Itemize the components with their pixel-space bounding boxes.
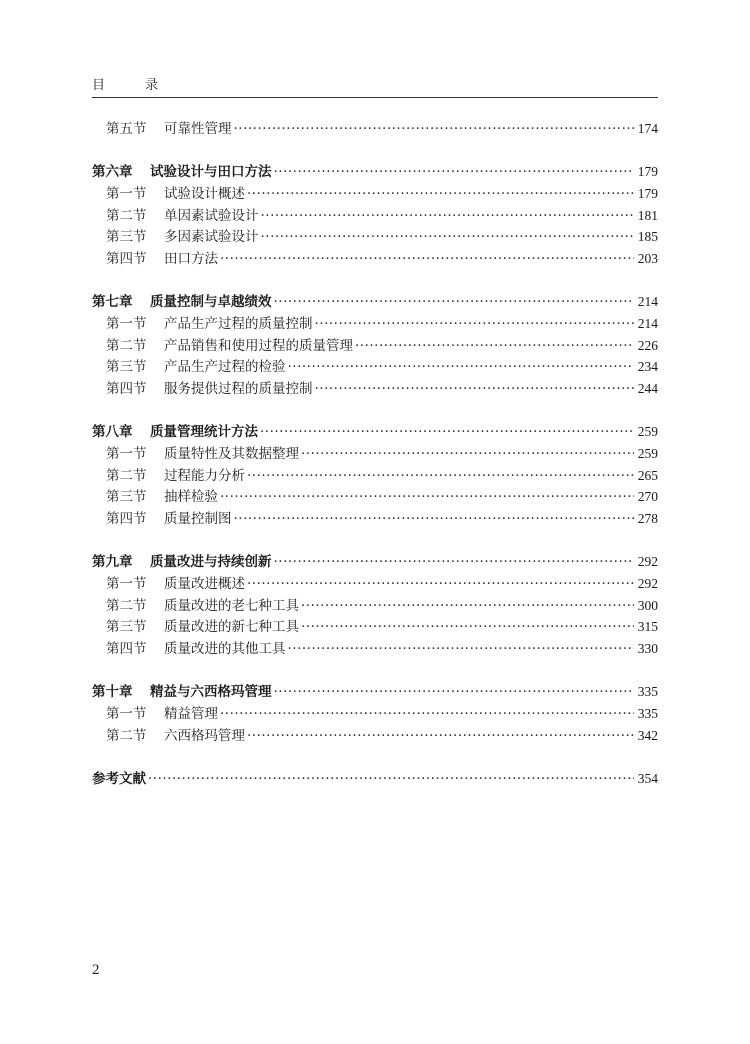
dot-leader (274, 552, 634, 574)
section-title: 可靠性管理 (164, 121, 232, 137)
dot-leader (260, 422, 634, 444)
section-title: 六西格玛管理 (164, 727, 245, 744)
toc-gap (92, 530, 658, 552)
chapter-title: 试验设计与田口方法 (150, 164, 272, 181)
chapter-title: 质量管理统计方法 (150, 424, 258, 441)
toc-page-number: 181 (637, 207, 658, 223)
dot-leader (274, 162, 634, 184)
section-label: 第三节 (106, 619, 147, 636)
dot-leader (274, 292, 634, 314)
chapter-title: 质量改进与持续创新 (150, 554, 272, 571)
toc-chapter-entry[interactable] (92, 161, 658, 183)
toc-page-number: 179 (637, 164, 658, 180)
section-title: 服务提供过程的质量控制 (164, 381, 313, 398)
toc-chapter-entry[interactable] (92, 768, 658, 790)
dot-leader (220, 487, 634, 509)
toc-section-entry[interactable] (92, 443, 658, 465)
section-title: 质量改进的新七种工具 (164, 619, 299, 636)
section-title: 试验设计概述 (164, 185, 245, 202)
dot-leader (301, 596, 634, 618)
toc-section-entry[interactable] (92, 335, 658, 357)
chapter-label: 第八章 (92, 424, 133, 441)
dot-leader (261, 206, 634, 228)
toc-page-number: 315 (637, 619, 658, 635)
toc-page-number: 330 (637, 641, 658, 657)
section-label: 第四节 (106, 511, 147, 528)
section-title: 产品生产过程的检验 (164, 359, 286, 376)
toc-section-entry[interactable] (92, 725, 658, 747)
toc-section-entry[interactable] (92, 118, 658, 140)
toc-page-number: 335 (637, 706, 658, 722)
toc-page-number: 244 (637, 381, 658, 397)
header-rule (92, 97, 658, 98)
toc-section-entry[interactable] (92, 638, 658, 660)
dot-leader (220, 249, 634, 271)
toc-section-entry[interactable] (92, 378, 658, 400)
dot-leader (220, 704, 634, 726)
toc-gap (92, 400, 658, 422)
toc-chapter-entry[interactable] (92, 551, 658, 573)
toc-page-number: 226 (637, 337, 658, 353)
toc-section-entry[interactable] (92, 616, 658, 638)
section-title: 过程能力分析 (164, 467, 245, 484)
toc-page-number: 179 (637, 185, 658, 201)
section-title: 质量改进的其他工具 (164, 641, 286, 658)
chapter-title: 质量控制与卓越绩效 (150, 294, 272, 311)
toc-page-number: 270 (637, 489, 658, 505)
dot-leader (301, 444, 634, 466)
toc-gap (92, 746, 658, 768)
running-header: 目 录 (92, 78, 177, 93)
section-label: 第五节 (106, 121, 147, 137)
toc-chapter-entry[interactable] (92, 681, 658, 703)
toc-page-number: 259 (637, 424, 658, 440)
section-title: 产品生产过程的质量控制 (164, 316, 313, 332)
section-title: 精益管理 (164, 706, 218, 723)
section-label: 第三节 (106, 229, 147, 246)
dot-leader (301, 617, 634, 639)
toc-section-entry[interactable] (92, 313, 658, 335)
toc-chapter-entry[interactable] (92, 291, 658, 313)
chapter-label: 第六章 (92, 164, 133, 181)
section-label: 第一节 (106, 706, 147, 723)
chapter-label: 第七章 (92, 294, 133, 311)
toc-section-entry[interactable] (92, 486, 658, 508)
dot-leader (148, 769, 634, 791)
section-title: 多因素试验设计 (164, 229, 259, 246)
section-label: 第一节 (106, 316, 147, 332)
section-title: 质量控制图 (164, 511, 232, 528)
toc-page-number: 292 (637, 576, 658, 592)
dot-leader (315, 379, 634, 401)
dot-leader (247, 184, 634, 206)
toc-page-number: 203 (637, 251, 658, 267)
dot-leader (247, 726, 634, 748)
toc-page-number: 265 (637, 467, 658, 483)
section-label: 第二节 (106, 207, 147, 224)
section-label: 第三节 (106, 359, 147, 376)
section-label: 第二节 (106, 467, 147, 484)
toc-chapter-entry[interactable] (92, 421, 658, 443)
toc-page-number: 185 (637, 229, 658, 245)
toc-section-entry[interactable] (92, 248, 658, 270)
toc-section-entry[interactable] (92, 508, 658, 530)
toc-section-entry[interactable] (92, 703, 658, 725)
toc-page-number: 214 (637, 294, 658, 310)
dot-leader (274, 682, 634, 704)
toc-section-entry[interactable] (92, 356, 658, 378)
dot-leader (355, 336, 634, 358)
section-label: 第一节 (106, 446, 147, 463)
toc-gap (92, 270, 658, 292)
toc-page-number: 234 (637, 359, 658, 375)
section-label: 第四节 (106, 251, 147, 268)
toc-page-number: 259 (637, 446, 658, 462)
toc-page-number: 292 (637, 554, 658, 570)
section-label: 第二节 (106, 727, 147, 744)
dot-leader (234, 509, 634, 531)
dot-leader (247, 466, 634, 488)
toc-page-number: 214 (637, 316, 658, 331)
section-label: 第二节 (106, 597, 147, 614)
toc-gap (92, 140, 658, 162)
page-number: 2 (92, 962, 100, 978)
toc-page-number: 278 (637, 511, 658, 527)
section-title: 单因素试验设计 (164, 207, 259, 224)
section-label: 第一节 (106, 576, 147, 593)
toc-page-number: 335 (637, 684, 658, 700)
section-title: 产品销售和使用过程的质量管理 (164, 337, 353, 354)
section-label: 第四节 (106, 641, 147, 658)
chapter-label: 第十章 (92, 684, 133, 701)
section-title: 田口方法 (164, 251, 218, 268)
section-label: 第三节 (106, 489, 147, 506)
section-title: 质量改进的老七种工具 (164, 597, 299, 614)
toc-page-number: 300 (637, 597, 658, 613)
dot-leader (315, 314, 634, 336)
section-label: 第一节 (106, 185, 147, 202)
section-title: 质量改进概述 (164, 576, 245, 593)
chapter-label: 第九章 (92, 554, 133, 571)
dot-leader (288, 639, 634, 661)
section-title: 抽样检验 (164, 489, 218, 506)
toc-section-entry[interactable] (92, 205, 658, 227)
chapter-title: 精益与六西格玛管理 (150, 684, 272, 701)
toc-section-entry[interactable] (92, 595, 658, 617)
dot-leader (234, 119, 634, 141)
section-label: 第四节 (106, 381, 147, 398)
toc-page-number: 342 (637, 727, 658, 743)
section-title: 质量特性及其数据整理 (164, 446, 299, 463)
section-label: 第二节 (106, 337, 147, 354)
toc-section-entry[interactable] (92, 465, 658, 487)
dot-leader (261, 227, 634, 249)
toc-gap (92, 660, 658, 682)
chapter-title: 参考文献 (92, 771, 146, 788)
toc-page-number: 354 (637, 771, 658, 787)
toc-section-entry[interactable] (92, 573, 658, 595)
dot-leader (288, 357, 634, 379)
dot-leader (247, 574, 634, 596)
toc-page-number: 174 (637, 121, 658, 136)
toc-section-entry[interactable] (92, 183, 658, 205)
table-of-contents (92, 118, 658, 790)
toc-section-entry[interactable] (92, 226, 658, 248)
